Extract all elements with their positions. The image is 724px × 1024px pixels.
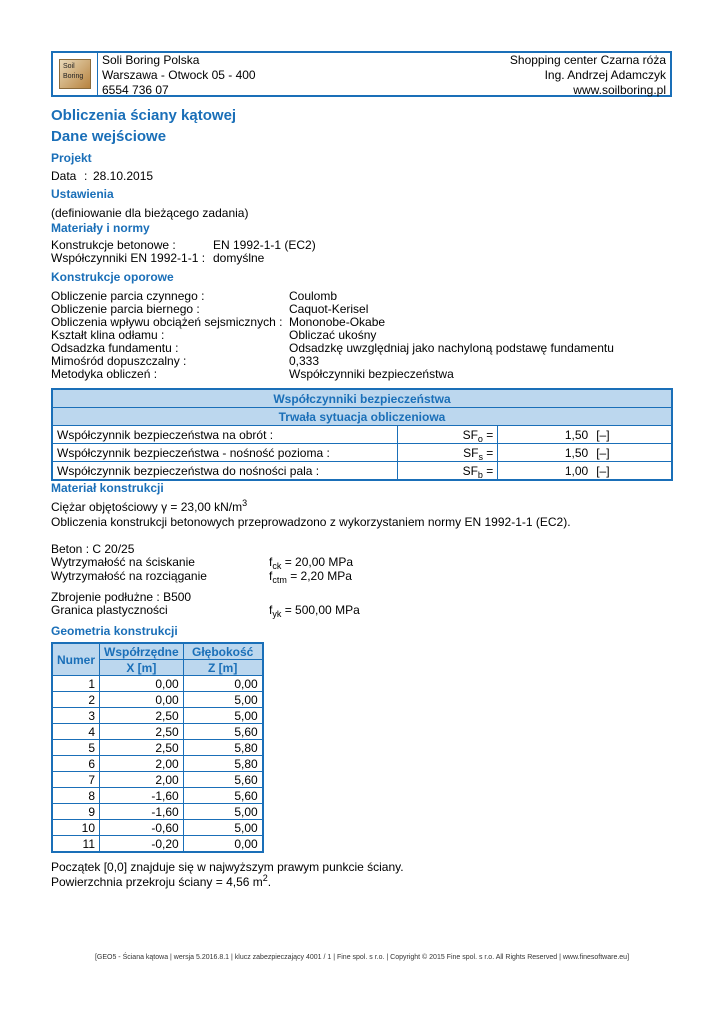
point-number: 8 [52, 788, 100, 804]
point-x: 2,00 [100, 756, 184, 772]
materials-value-1: EN 1992-1-1 (EC2) [213, 238, 316, 252]
settings-heading: Ustawienia [51, 187, 114, 201]
project-name: Shopping center Czarna róża [509, 53, 666, 67]
table-row [52, 788, 263, 804]
table-row [52, 462, 672, 481]
area-note: Powierzchnia przekroju ściany = 4,56 $m^2$. [51, 873, 272, 889]
retaining-value: Odsadzkę uwzględniaj jako nachyloną podstawę fundamentu [289, 341, 614, 355]
table-row [52, 820, 263, 836]
materials-label-2: Współczynniki EN 1992-1-1 : [51, 251, 206, 265]
compress-label: Wytrzymałość na ściskanie [51, 555, 195, 569]
point-number: 9 [52, 804, 100, 820]
point-x: 2,50 [100, 740, 184, 756]
materials-value-2: domyślne [213, 251, 265, 265]
sf-unit: [–] [592, 462, 672, 481]
point-number: 4 [52, 724, 100, 740]
company-website[interactable]: www.soilboring.pl [573, 83, 666, 97]
section-title: Dane wejściowe [51, 128, 167, 145]
retaining-value: 0,333 [289, 354, 320, 368]
point-z: 5,00 [183, 804, 263, 820]
sf-value: 1,50 [498, 444, 592, 462]
point-number: 2 [52, 692, 100, 708]
sf-symbol: $SF_b$ = [398, 462, 498, 481]
sf-symbol: $SF_o$ = [398, 426, 498, 444]
point-number: 10 [52, 820, 100, 836]
sf-unit: [–] [592, 426, 672, 444]
col-z-header: Głębokość [183, 643, 263, 660]
page-title: Obliczenia ściany kątowej [51, 107, 237, 124]
yield-value: $f_{yk} = 500,00$ MPa [269, 603, 360, 619]
concrete-class: Beton : C 20/25 [51, 542, 135, 556]
point-z: 0,00 [183, 836, 263, 853]
unit-weight: Ciężar objętościowy γ = 23,00 $kN/m^3$ [51, 498, 248, 514]
logo-text-soil: Soil [63, 63, 75, 70]
point-number: 6 [52, 756, 100, 772]
sf-value: 1,00 [498, 462, 592, 481]
point-z: 5,60 [183, 772, 263, 788]
project-date: 28.10.2015 [93, 169, 154, 183]
retaining-label: Kształt klina odłamu : [51, 328, 165, 342]
point-z: 5,80 [183, 740, 263, 756]
point-number: 1 [52, 676, 100, 692]
company-phone: 6554 736 07 [102, 83, 169, 97]
col-x-header: Współrzędne [100, 643, 184, 660]
yield-label: Granica plastyczności [51, 603, 168, 617]
safety-table-title: Współczynniki bezpieczeństwa [52, 389, 672, 408]
point-z: 5,80 [183, 756, 263, 772]
point-z: 5,60 [183, 788, 263, 804]
project-heading: Projekt [51, 151, 92, 165]
table-row [52, 724, 263, 740]
retaining-heading: Konstrukcje oporowe [51, 270, 174, 284]
settings-note: (definiowanie dla bieżącego zadania) [51, 206, 249, 220]
point-x: -0,20 [100, 836, 184, 853]
table-row [52, 708, 263, 724]
point-x: -0,60 [100, 820, 184, 836]
materials-label-1: Konstrukcje betonowe : [51, 238, 176, 252]
retaining-label: Obliczenia wpływu obciążeń sejsmicznych : [51, 315, 283, 329]
point-number: 3 [52, 708, 100, 724]
point-x: 2,00 [100, 772, 184, 788]
project-date-label: Data [51, 169, 77, 183]
geometry-heading: Geometria konstrukcji [51, 624, 178, 638]
point-number: 11 [52, 836, 100, 853]
retaining-label: Obliczenie parcia biernego : [51, 302, 200, 316]
table-row [52, 444, 672, 462]
point-x: 0,00 [100, 676, 184, 692]
point-number: 5 [52, 740, 100, 756]
project-date-sep: : [84, 169, 88, 183]
table-row [52, 692, 263, 708]
point-z: 5,60 [183, 724, 263, 740]
retaining-value: Mononobe-Okabe [289, 315, 386, 329]
table-row [52, 740, 263, 756]
retaining-label: Metodyka obliczeń : [51, 367, 158, 381]
logo-text-boring: Boring [63, 73, 84, 80]
table-row [52, 676, 263, 692]
point-x: 2,50 [100, 708, 184, 724]
geometry-rows [52, 676, 263, 853]
point-x: -1,60 [100, 788, 184, 804]
retaining-label: Mimośród dopuszczalny : [51, 354, 187, 368]
point-x: 0,00 [100, 692, 184, 708]
company-address: Warszawa - Otwock 05 - 400 [102, 68, 256, 82]
retaining-value: Coulomb [289, 289, 338, 303]
col-x-unit: X [m] [100, 660, 184, 676]
sf-label: Współczynnik bezpieczeństwa - nośność pozioma : [52, 444, 398, 462]
point-z: 5,00 [183, 820, 263, 836]
tension-value: $f_{ctm} = 2,20$ MPa [269, 569, 352, 585]
company-name: Soli Boring Polska [102, 53, 200, 67]
material-heading: Materiał konstrukcji [51, 481, 164, 495]
table-row [52, 426, 672, 444]
sf-label: Współczynnik bezpieczeństwa do nośności pala : [52, 462, 398, 481]
table-row [52, 772, 263, 788]
rebar-type: Zbrojenie podłużne : B500 [51, 590, 192, 604]
point-z: 5,00 [183, 692, 263, 708]
point-number: 7 [52, 772, 100, 788]
report-header [51, 51, 672, 97]
calc-note: Obliczenia konstrukcji betonowych przeprowadzono z wykorzystaniem normy EN 1992-1-1 (EC2). [51, 515, 571, 529]
col-z-unit: Z [m] [183, 660, 263, 676]
retaining-label: Obliczenie parcia czynnego : [51, 289, 205, 303]
origin-note: Początek [0,0] znajduje się w najwyższym prawym punkcie ściany. [51, 860, 404, 874]
retaining-value: Caquot-Kerisel [289, 302, 369, 316]
safety-table-subtitle: Trwała sytuacja obliczeniowa [52, 408, 672, 426]
point-z: 5,00 [183, 708, 263, 724]
table-row [52, 756, 263, 772]
retaining-value: Obliczać ukośny [289, 328, 377, 342]
retaining-value: Współczynniki bezpieczeństwa [289, 367, 454, 381]
point-x: 2,50 [100, 724, 184, 740]
company-logo [53, 53, 98, 95]
geometry-table [51, 642, 264, 853]
safety-factors-table [51, 388, 673, 481]
sf-label: Współczynnik bezpieczeństwa na obrót : [52, 426, 398, 444]
tension-label: Wytrzymałość na rozciąganie [51, 569, 207, 583]
sf-unit: [–] [592, 444, 672, 462]
materials-heading: Materiały i normy [51, 221, 150, 235]
sf-value: 1,50 [498, 426, 592, 444]
engineer-name: Ing. Andrzej Adamczyk [544, 68, 666, 82]
sf-symbol: $SF_s$ = [398, 444, 498, 462]
page-footer: [GEO5 - Ściana kątowa | wersja 5.2016.8.1 | klucz zabezpieczający 4001 / 1 | Fine spol. s r.o. | Copyright © 2015 Fine spol. s r.o. All Rights Reserved | www.finesoftware.eu] [94, 954, 630, 961]
table-row [52, 836, 263, 853]
compress-value: $f_{ck} = 20,00$ MPa [269, 555, 354, 571]
col-num-header: Numer [52, 643, 100, 676]
table-row [52, 804, 263, 820]
point-z: 0,00 [183, 676, 263, 692]
point-x: -1,60 [100, 804, 184, 820]
retaining-label: Odsadzka fundamentu : [51, 341, 179, 355]
